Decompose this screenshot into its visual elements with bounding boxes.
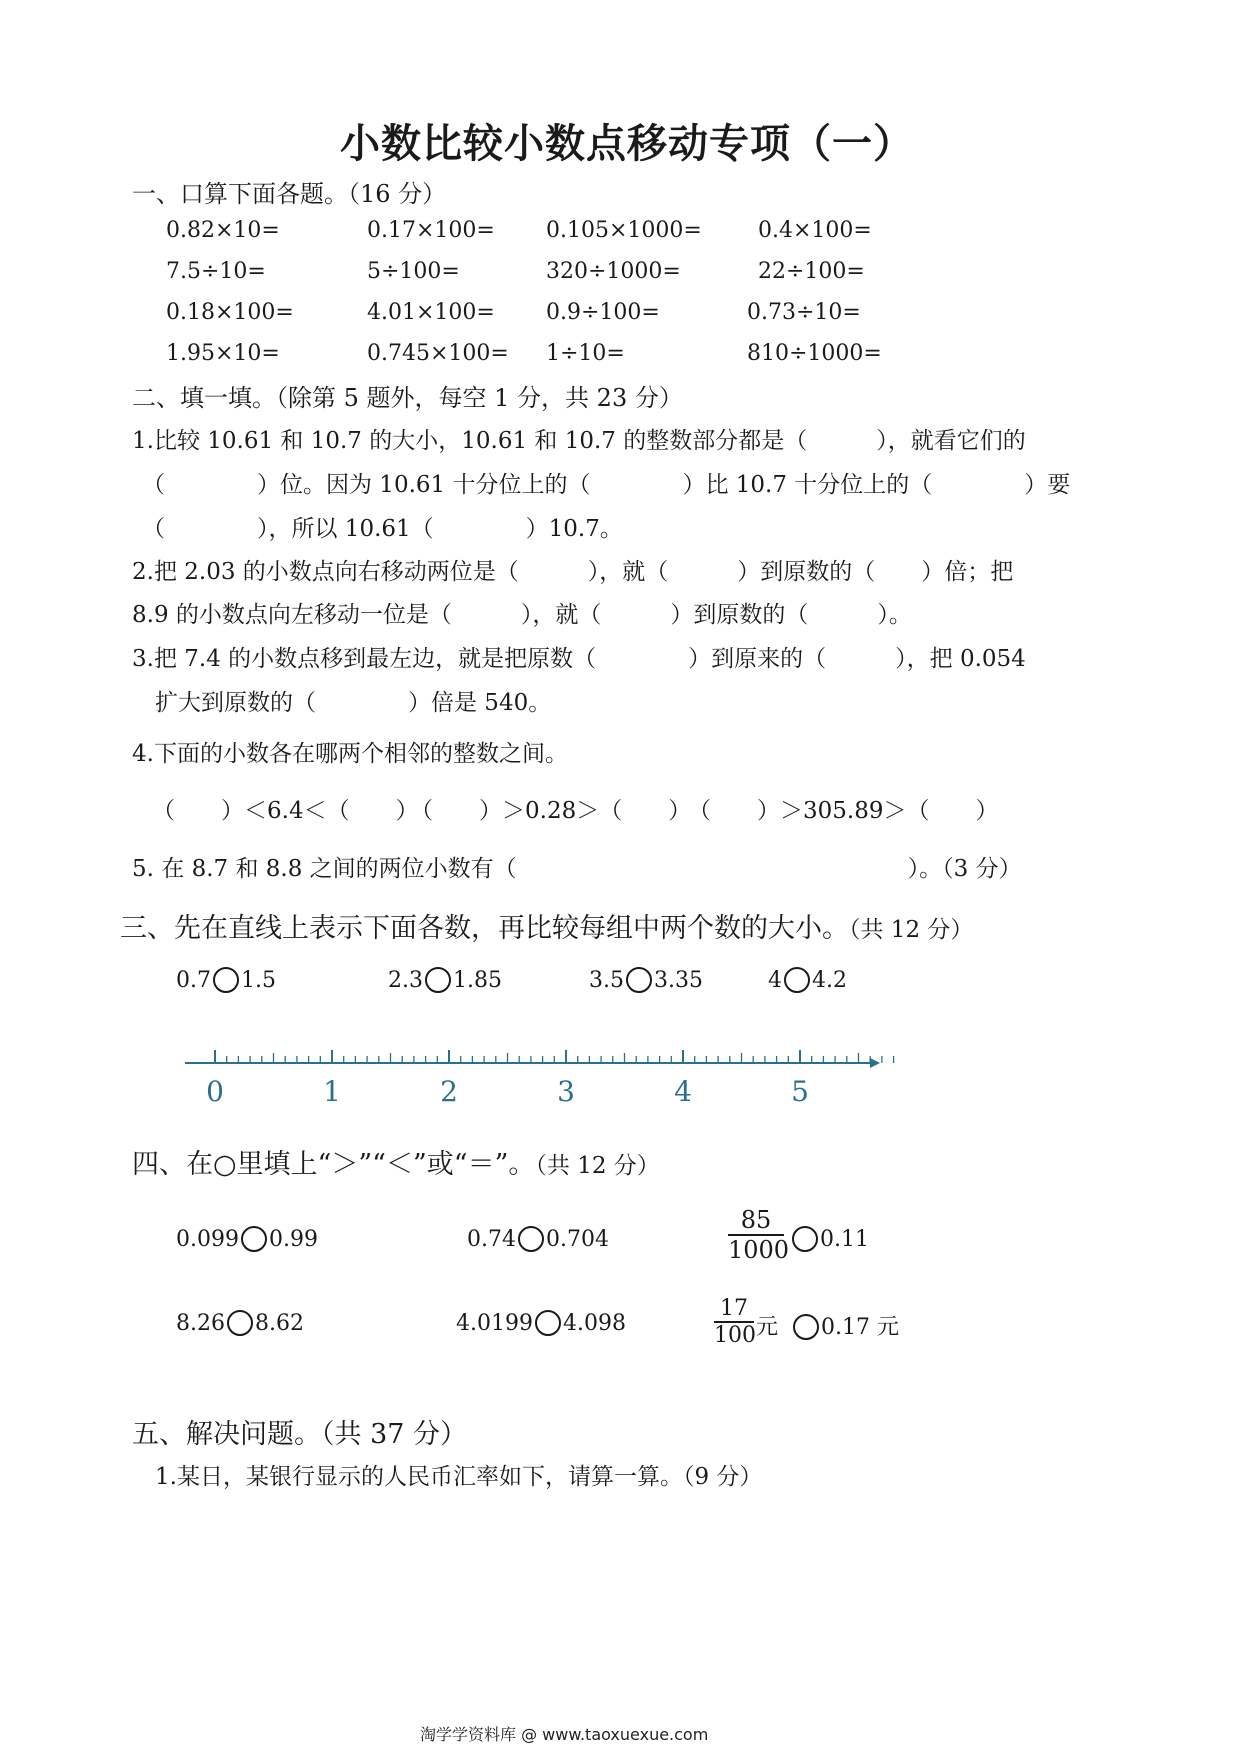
compare-item — [790, 1226, 869, 1252]
compare-right: 8.62 — [254, 1311, 304, 1336]
answer-circle[interactable] — [213, 967, 239, 993]
equation: 0.745×100= — [367, 341, 509, 366]
section2-heading: 二、填一填。（除第 5 题外，每空 1 分，共 23 分） — [132, 384, 683, 412]
number-line-label: 0 — [206, 1075, 224, 1108]
section3-score: （共 12 分） — [849, 917, 974, 943]
question-3-line-2: 扩大到原数的（ ）倍是 540。 — [155, 690, 552, 716]
section4-score: （共 12 分） — [535, 1153, 660, 1179]
equation: 0.9÷100= — [546, 300, 660, 325]
compare-item — [756, 1310, 899, 1341]
compare-left: 0.7 — [176, 968, 211, 993]
question-4-item: （ ）＞305.89＞（ ） — [688, 798, 999, 824]
compare-right: 0.17 元 — [821, 1315, 899, 1340]
equation: 1÷10= — [546, 341, 625, 366]
compare-left: 4 — [768, 968, 782, 993]
compare-left: 3.5 — [589, 968, 624, 993]
compare-right: 1.5 — [241, 968, 276, 993]
page-title: 小数比较小数点移动专项（一） — [340, 121, 914, 167]
equation: 320÷1000= — [546, 259, 681, 284]
fraction-17-100 — [714, 1296, 754, 1348]
footer-watermark: 淘学学资料库 @ www.taoxuexue.com — [420, 1725, 709, 1744]
number-line-label: 3 — [557, 1075, 575, 1108]
compare-left: 2.3 — [388, 968, 423, 993]
equation: 4.01×100= — [367, 300, 495, 325]
compare-right: 4.2 — [812, 968, 847, 993]
number-line-label: 4 — [674, 1075, 692, 1108]
compare-left: 4.0199 — [456, 1311, 533, 1336]
question-4: 4.下面的小数各在哪两个相邻的整数之间。 — [132, 741, 568, 767]
compare-right: 1.85 — [453, 968, 502, 993]
answer-circle[interactable] — [784, 967, 810, 993]
compare-left: 0.099 — [176, 1227, 239, 1252]
compare-left: 8.26 — [176, 1311, 225, 1336]
question-5: 5. 在 8.7 和 8.8 之间的两位小数有（ ）。（3 分） — [132, 856, 1022, 882]
question-1-line-2: （ ）位。因为 10.61 十分位上的（ ）比 10.7 十分位上的（ ）要 — [142, 472, 1071, 498]
number-line[interactable] — [170, 1035, 900, 1115]
compare-right: 0.11 — [820, 1227, 869, 1252]
fraction-numerator: 17 — [720, 1296, 748, 1321]
question-1-line-1: 1.比较 10.61 和 10.7 的大小，10.61 和 10.7 的整数部分都是（ ），就看它们的 — [132, 428, 1026, 454]
equation: 0.73÷10= — [747, 300, 861, 325]
answer-circle[interactable] — [626, 967, 652, 993]
compare-right: 0.99 — [268, 1227, 318, 1252]
compare-item — [176, 1310, 304, 1336]
compare-right: 0.704 — [545, 1227, 609, 1252]
section4-heading — [132, 1142, 660, 1181]
compare-left: 0.74 — [467, 1227, 516, 1252]
section5-question-1: 1.某日，某银行显示的人民币汇率如下，请算一算。（9 分） — [155, 1464, 763, 1490]
equation: 0.105×1000= — [546, 218, 702, 243]
equation: 0.4×100= — [758, 218, 872, 243]
equation: 0.82×10= — [166, 218, 280, 243]
equation: 810÷1000= — [747, 341, 882, 366]
compare-pair — [589, 967, 703, 993]
compare-right: 3.35 — [654, 968, 703, 993]
question-2-line-1: 2.把 2.03 的小数点向右移动两位是（ ），就（ ）到原数的（ ）倍；把 — [132, 559, 1014, 585]
fraction-denominator: 1000 — [728, 1236, 790, 1264]
compare-item — [467, 1226, 609, 1252]
question-4-item: （ ）＜6.4＜（ ） — [152, 798, 419, 824]
section3-heading-text: 三、先在直线上表示下面各数，再比较每组中两个数的大小。 — [120, 913, 849, 944]
section5-heading: 五、解决问题。（共 37 分） — [132, 1419, 468, 1450]
compare-right: 4.098 — [562, 1311, 626, 1336]
equation: 0.18×100= — [166, 300, 294, 325]
answer-circle[interactable] — [792, 1226, 818, 1252]
answer-circle[interactable] — [535, 1310, 561, 1336]
fraction-denominator: 100 — [714, 1323, 756, 1348]
answer-circle[interactable] — [518, 1226, 544, 1252]
question-3-line-1: 3.把 7.4 的小数点移到最左边，就是把原数（ ）到原来的（ ），把 0.054 — [132, 646, 1026, 672]
question-4-item: （ ）＞0.28＞（ ） — [410, 798, 692, 824]
compare-pair — [388, 967, 502, 993]
number-line-label: 1 — [323, 1075, 341, 1108]
section4-heading-text: 四、在○里填上“＞”“＜”或“＝”。 — [132, 1149, 536, 1180]
fraction-unit: 元 — [756, 1315, 779, 1340]
section3-heading — [120, 906, 973, 945]
number-line-label: 5 — [791, 1075, 809, 1108]
number-line-label: 2 — [440, 1075, 458, 1108]
question-2-line-2: 8.9 的小数点向左移动一位是（ ），就（ ）到原数的（ ）。 — [132, 602, 912, 628]
number-line-arrow — [870, 1058, 880, 1068]
compare-pair — [768, 967, 847, 993]
compare-pair — [176, 967, 276, 993]
compare-item — [456, 1310, 626, 1336]
question-1-line-3: （ ），所以 10.61（ ）10.7。 — [142, 516, 623, 542]
fraction-numerator: 85 — [740, 1206, 772, 1234]
answer-circle[interactable] — [227, 1310, 253, 1336]
compare-item — [176, 1226, 318, 1252]
answer-circle[interactable] — [241, 1226, 267, 1252]
equation: 7.5÷10= — [166, 259, 266, 284]
equation: 5÷100= — [367, 259, 460, 284]
answer-circle[interactable] — [425, 967, 451, 993]
equation: 1.95×10= — [166, 341, 280, 366]
section1-heading: 一、口算下面各题。（16 分） — [132, 180, 447, 208]
fraction-85-1000 — [728, 1206, 790, 1264]
answer-circle[interactable] — [793, 1314, 819, 1340]
equation: 0.17×100= — [367, 218, 495, 243]
equation: 22÷100= — [758, 259, 865, 284]
